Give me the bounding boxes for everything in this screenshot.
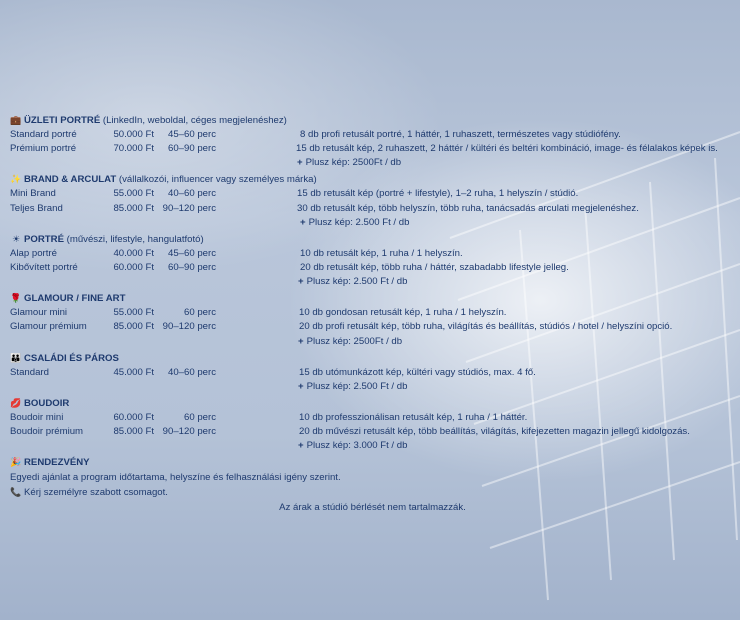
- package-row: [10, 411, 735, 425]
- package-row: [10, 425, 735, 439]
- contact-text: Kérj személyre szabott csomagot.: [24, 487, 168, 499]
- plus-icon: +: [298, 440, 304, 452]
- footer-note: Az árak a stúdió bérlését nem tartalmazzák.: [279, 502, 466, 514]
- package-name: Prémium portré: [10, 143, 77, 155]
- package-price: 55.000 Ft: [113, 307, 154, 319]
- extra-photo-price: + Plusz kép: 2500Ft / db: [298, 335, 403, 347]
- package-price: 85.000 Ft: [113, 321, 154, 333]
- section-title: RENDEZVÉNY: [24, 457, 90, 469]
- phone-icon: 📞: [10, 487, 22, 498]
- package-price: 50.000 Ft: [113, 129, 154, 140]
- package-price: 40.000 Ft: [113, 247, 154, 259]
- package-description: 10 db gondosan retusált kép, 1 ruha / 1 helyszín.: [299, 307, 507, 319]
- package-name: Mini Brand: [10, 188, 56, 200]
- section-title: CSALÁDI ÉS PÁROS: [24, 352, 119, 364]
- package-duration: 45–60 perc: [167, 247, 216, 259]
- package-price: 70.000 Ft: [113, 143, 154, 155]
- package-duration: 90–120 perc: [162, 202, 216, 214]
- section-heading: [10, 291, 735, 306]
- package-row: [10, 202, 735, 216]
- plus-icon: +: [298, 380, 304, 392]
- package-price: 60.000 Ft: [113, 411, 154, 423]
- package-row: [10, 142, 735, 156]
- package-row: [10, 366, 735, 380]
- extra-photo-price: + Plusz kép: 2500Ft / db: [297, 157, 402, 169]
- package-row: [10, 306, 735, 320]
- package-description: 10 db retusált kép, 1 ruha / 1 helyszín.: [300, 247, 463, 259]
- section-title: ÜZLETI PORTRÉ: [24, 115, 101, 126]
- section-heading: [10, 351, 735, 366]
- section-note: (LinkedIn, weboldal, céges megjelenéshez): [100, 115, 287, 126]
- package-price: 85.000 Ft: [113, 202, 154, 214]
- package-name: Teljes Brand: [10, 202, 63, 214]
- package-row: [10, 320, 735, 334]
- package-name: Kibővített portré: [10, 261, 78, 273]
- package-duration: 60–90 perc: [167, 143, 216, 155]
- section-heading: [10, 396, 735, 411]
- price-list: [10, 113, 735, 515]
- package-name: Alap portré: [10, 247, 57, 259]
- section-business-portrait: [10, 113, 735, 170]
- rose-icon: 🌹: [10, 293, 22, 304]
- package-description: 15 db retusált kép, 2 ruhaszett, 2 háttér / kültéri és beltéri kombináció, image- és félalakos képek is.: [296, 143, 718, 155]
- sparkle-icon: ✨: [10, 174, 22, 185]
- package-duration: 40–60 perc: [167, 366, 216, 378]
- package-name: Glamour prémium: [10, 321, 87, 333]
- section-heading: [10, 172, 735, 187]
- family-icon: 👪: [10, 352, 22, 363]
- section-brand: [10, 172, 735, 229]
- extra-photo-price: + Plusz kép: 2.500 Ft / db: [300, 216, 410, 228]
- package-duration: 60 perc: [184, 307, 216, 319]
- package-price: 85.000 Ft: [113, 425, 154, 437]
- section-note: (művészi, lifestyle, hangulatfotó): [63, 233, 204, 245]
- event-description: Egyedi ajánlat a program időtartama, helyszíne és felhasználási igény szerint.: [10, 472, 341, 484]
- package-description: 30 db retusált kép, több helyszín, több ruha, tanácsadás arculati megjelenéshez.: [297, 202, 639, 214]
- package-row: [10, 247, 735, 261]
- package-price: 45.000 Ft: [113, 366, 154, 378]
- package-description: 10 db professzionálisan retusált kép, 1 ruha / 1 háttér.: [299, 411, 528, 423]
- plus-icon: +: [298, 276, 304, 288]
- package-duration: 45–60 perc: [167, 129, 216, 140]
- section-title: PORTRÉ: [24, 233, 64, 245]
- section-glamour: [10, 291, 735, 348]
- package-duration: 90–120 perc: [162, 425, 216, 437]
- extra-photo-price: + Plusz kép: 2.500 Ft / db: [298, 276, 408, 288]
- section-boudoir: [10, 396, 735, 453]
- package-name: Boudoir mini: [10, 411, 64, 423]
- section-heading: [10, 113, 735, 128]
- package-duration: 60 perc: [184, 411, 216, 423]
- party-icon: 🎉: [10, 457, 22, 468]
- package-name: Boudoir prémium: [10, 425, 84, 437]
- package-description: 20 db profi retusált kép, több ruha, világítás és beállítás, stúdiós / hotel / helyszíni opció.: [299, 321, 673, 333]
- package-duration: 40–60 perc: [167, 188, 216, 200]
- package-row: [10, 261, 735, 275]
- extra-photo-price: + Plusz kép: 3.000 Ft / db: [298, 440, 408, 452]
- package-description: 15 db utómunkázott kép, kültéri vagy stúdiós, max. 4 fő.: [299, 366, 536, 378]
- plus-icon: +: [300, 216, 306, 228]
- package-description: 8 db profi retusált portré, 1 háttér, 1 ruhaszett, természetes vagy stúdiófény.: [300, 129, 621, 140]
- package-row: [10, 187, 735, 201]
- section-title: BRAND & ARCULAT: [24, 174, 117, 186]
- package-name: Standard: [10, 366, 49, 378]
- package-name: Glamour mini: [10, 307, 68, 319]
- package-price: 55.000 Ft: [113, 188, 154, 200]
- plus-icon: +: [298, 335, 304, 347]
- plus-icon: +: [297, 157, 303, 169]
- section-title: GLAMOUR / FINE ART: [24, 293, 126, 305]
- sun-icon: ☀: [11, 233, 21, 244]
- extra-photo-price: + Plusz kép: 2.500 Ft / db: [298, 380, 408, 392]
- package-description: 20 db művészi retusált kép, több beállítás, világítás, kifejezetten magazin jellegű kidolgozás.: [299, 425, 690, 437]
- package-description: 15 db retusált kép (portré + lifestyle), 1–2 ruha, 1 helyszín / stúdió.: [297, 188, 579, 200]
- package-name: Standard portré: [10, 129, 77, 140]
- section-portrait: [10, 232, 735, 289]
- lips-icon: 💋: [10, 397, 22, 408]
- package-row: [10, 128, 735, 142]
- package-price: 60.000 Ft: [113, 261, 154, 273]
- section-heading: [10, 455, 735, 470]
- section-heading: [10, 232, 735, 247]
- contact-line: [10, 485, 735, 500]
- section-event: [10, 455, 735, 500]
- package-description: 20 db retusált kép, több ruha / háttér, szabadabb lifestyle jelleg.: [300, 261, 569, 273]
- package-duration: 60–90 perc: [167, 261, 216, 273]
- briefcase-icon: 💼: [10, 115, 22, 125]
- section-title: BOUDOIR: [24, 397, 70, 409]
- section-note: (vállalkozói, influencer vagy személyes márka): [116, 174, 317, 186]
- package-duration: 90–120 perc: [162, 321, 216, 333]
- section-family: [10, 351, 735, 394]
